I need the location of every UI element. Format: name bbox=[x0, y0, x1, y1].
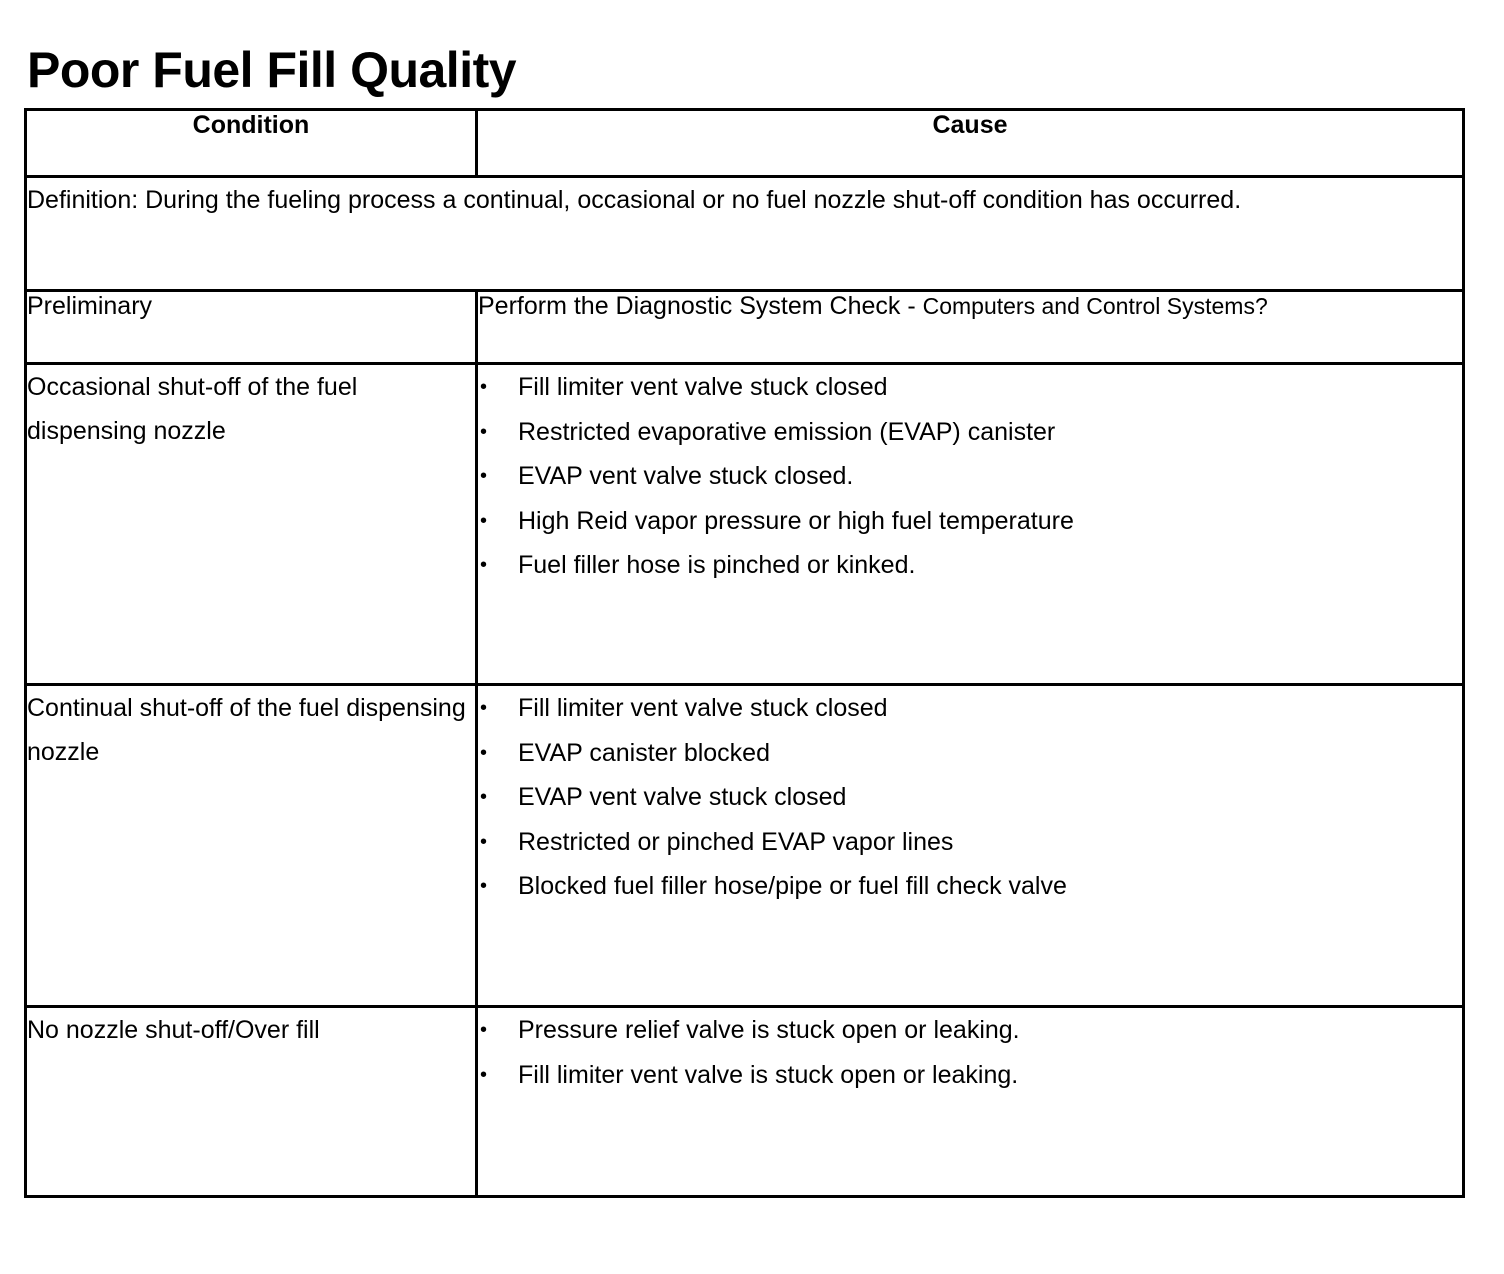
cause-item: • High Reid vapor pressure or high fuel temperature bbox=[478, 499, 1462, 544]
condition-cell: No nozzle shut-off/Over fill bbox=[26, 1007, 477, 1197]
cause-item: • EVAP canister blocked bbox=[478, 731, 1462, 776]
cause-item: • Fuel filler hose is pinched or kinked. bbox=[478, 543, 1462, 588]
table-row bbox=[26, 1007, 1464, 1197]
page-title: Poor Fuel Fill Quality bbox=[27, 42, 517, 98]
cause-cell bbox=[477, 364, 1464, 685]
preliminary-label: Preliminary bbox=[26, 291, 477, 364]
cause-item: • Fill limiter vent valve stuck closed bbox=[478, 365, 1462, 410]
cause-item: • EVAP vent valve stuck closed. bbox=[478, 454, 1462, 499]
cause-cell bbox=[477, 1007, 1464, 1197]
cause-cell bbox=[477, 685, 1464, 1007]
table-row bbox=[26, 685, 1464, 1007]
preliminary-action bbox=[477, 291, 1464, 364]
cause-list bbox=[478, 365, 1462, 588]
table-row bbox=[26, 364, 1464, 685]
condition-cell: Occasional shut-off of the fuel dispensing nozzle bbox=[26, 364, 477, 685]
cause-item: • EVAP vent valve stuck closed bbox=[478, 775, 1462, 820]
definition-row bbox=[26, 177, 1464, 291]
cause-item: • Restricted or pinched EVAP vapor lines bbox=[478, 820, 1462, 865]
column-header-cause: Cause bbox=[477, 110, 1464, 177]
cause-item: • Pressure relief valve is stuck open or leaking. bbox=[478, 1008, 1462, 1053]
condition-cell: Continual shut-off of the fuel dispensing nozzle bbox=[26, 685, 477, 1007]
cause-list bbox=[478, 686, 1462, 909]
preliminary-reference-link[interactable]: Computers and Control Systems? bbox=[922, 293, 1268, 319]
cause-list bbox=[478, 1008, 1462, 1097]
cause-item: • Blocked fuel filler hose/pipe or fuel fill check valve bbox=[478, 864, 1462, 909]
preliminary-action-text: Perform the Diagnostic System Check - bbox=[478, 292, 916, 320]
cause-item: • Fill limiter vent valve is stuck open or leaking. bbox=[478, 1053, 1462, 1098]
diagnostic-table bbox=[24, 108, 1465, 1198]
definition-text: Definition: During the fueling process a continual, occasional or no fuel nozzle shut-off condition has occurred. bbox=[26, 177, 1464, 291]
cause-item: • Restricted evaporative emission (EVAP) canister bbox=[478, 410, 1462, 455]
preliminary-row bbox=[26, 291, 1464, 364]
column-header-condition: Condition bbox=[26, 110, 477, 177]
cause-item: • Fill limiter vent valve stuck closed bbox=[478, 686, 1462, 731]
table-header-row bbox=[26, 110, 1464, 177]
